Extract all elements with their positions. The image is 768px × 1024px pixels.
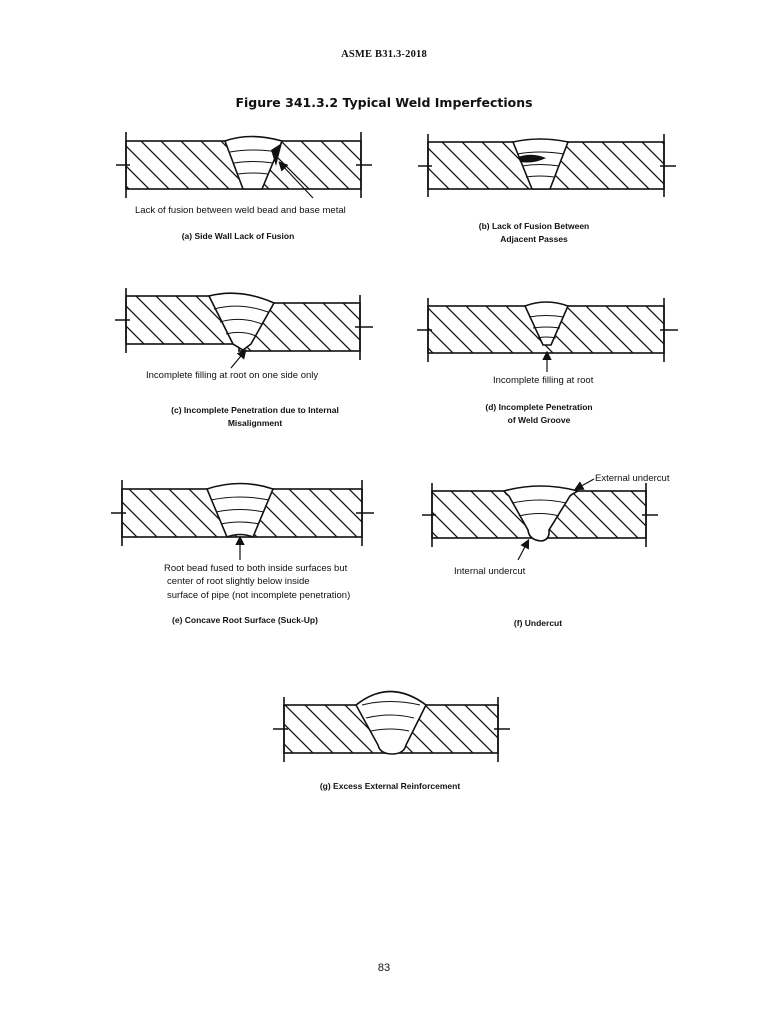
panel-d-caption-line1: (d) Incomplete Penetration <box>485 402 593 412</box>
panel-e-note-line1: Root bead fused to both inside surfaces but <box>164 563 348 574</box>
panel-g-weld-diagram <box>273 692 510 763</box>
figure-title: Figure 341.3.2 Typical Weld Imperfections <box>235 95 533 110</box>
panel-b-caption-line2: Adjacent Passes <box>500 234 568 244</box>
panel-a-caption: (a) Side Wall Lack of Fusion <box>181 231 295 241</box>
panel-f-weld-diagram <box>422 479 658 560</box>
panel-c-weld-diagram <box>115 288 373 368</box>
panel-f-caption: (f) Undercut <box>513 618 563 628</box>
panel-b-caption-line1: (b) Lack of Fusion Between <box>478 221 590 231</box>
panel-f-note-internal: Internal undercut <box>454 566 526 577</box>
panel-c-note: Incomplete filling at root on one side only <box>146 370 319 381</box>
panel-d-caption-line2: of Weld Groove <box>507 415 571 425</box>
panel-c-caption-line2: Misalignment <box>227 418 283 428</box>
panel-e-caption: (e) Concave Root Surface (Suck-Up) <box>172 615 318 625</box>
page-number: 83 <box>377 962 391 974</box>
panel-f-note-external: External undercut <box>595 473 670 484</box>
panel-e-weld-diagram <box>111 480 374 560</box>
panel-c-caption-line1: (c) Incomplete Penetration due to Internal <box>171 405 339 415</box>
document-header: ASME B31.3-2018 <box>341 49 427 60</box>
panel-e-note-line3: surface of pipe (not incomplete penetration) <box>167 590 351 601</box>
panel-b-weld-diagram <box>418 134 676 197</box>
panel-d-weld-diagram <box>417 298 678 372</box>
panel-g-caption: (g) Excess External Reinforcement <box>319 781 461 791</box>
panel-a-note: Lack of fusion between weld bead and base metal <box>135 205 346 216</box>
panel-d-note: Incomplete filling at root <box>493 375 594 386</box>
panel-e-note-line2: center of root slightly below inside <box>167 576 310 587</box>
panel-a-weld-diagram <box>116 132 372 198</box>
